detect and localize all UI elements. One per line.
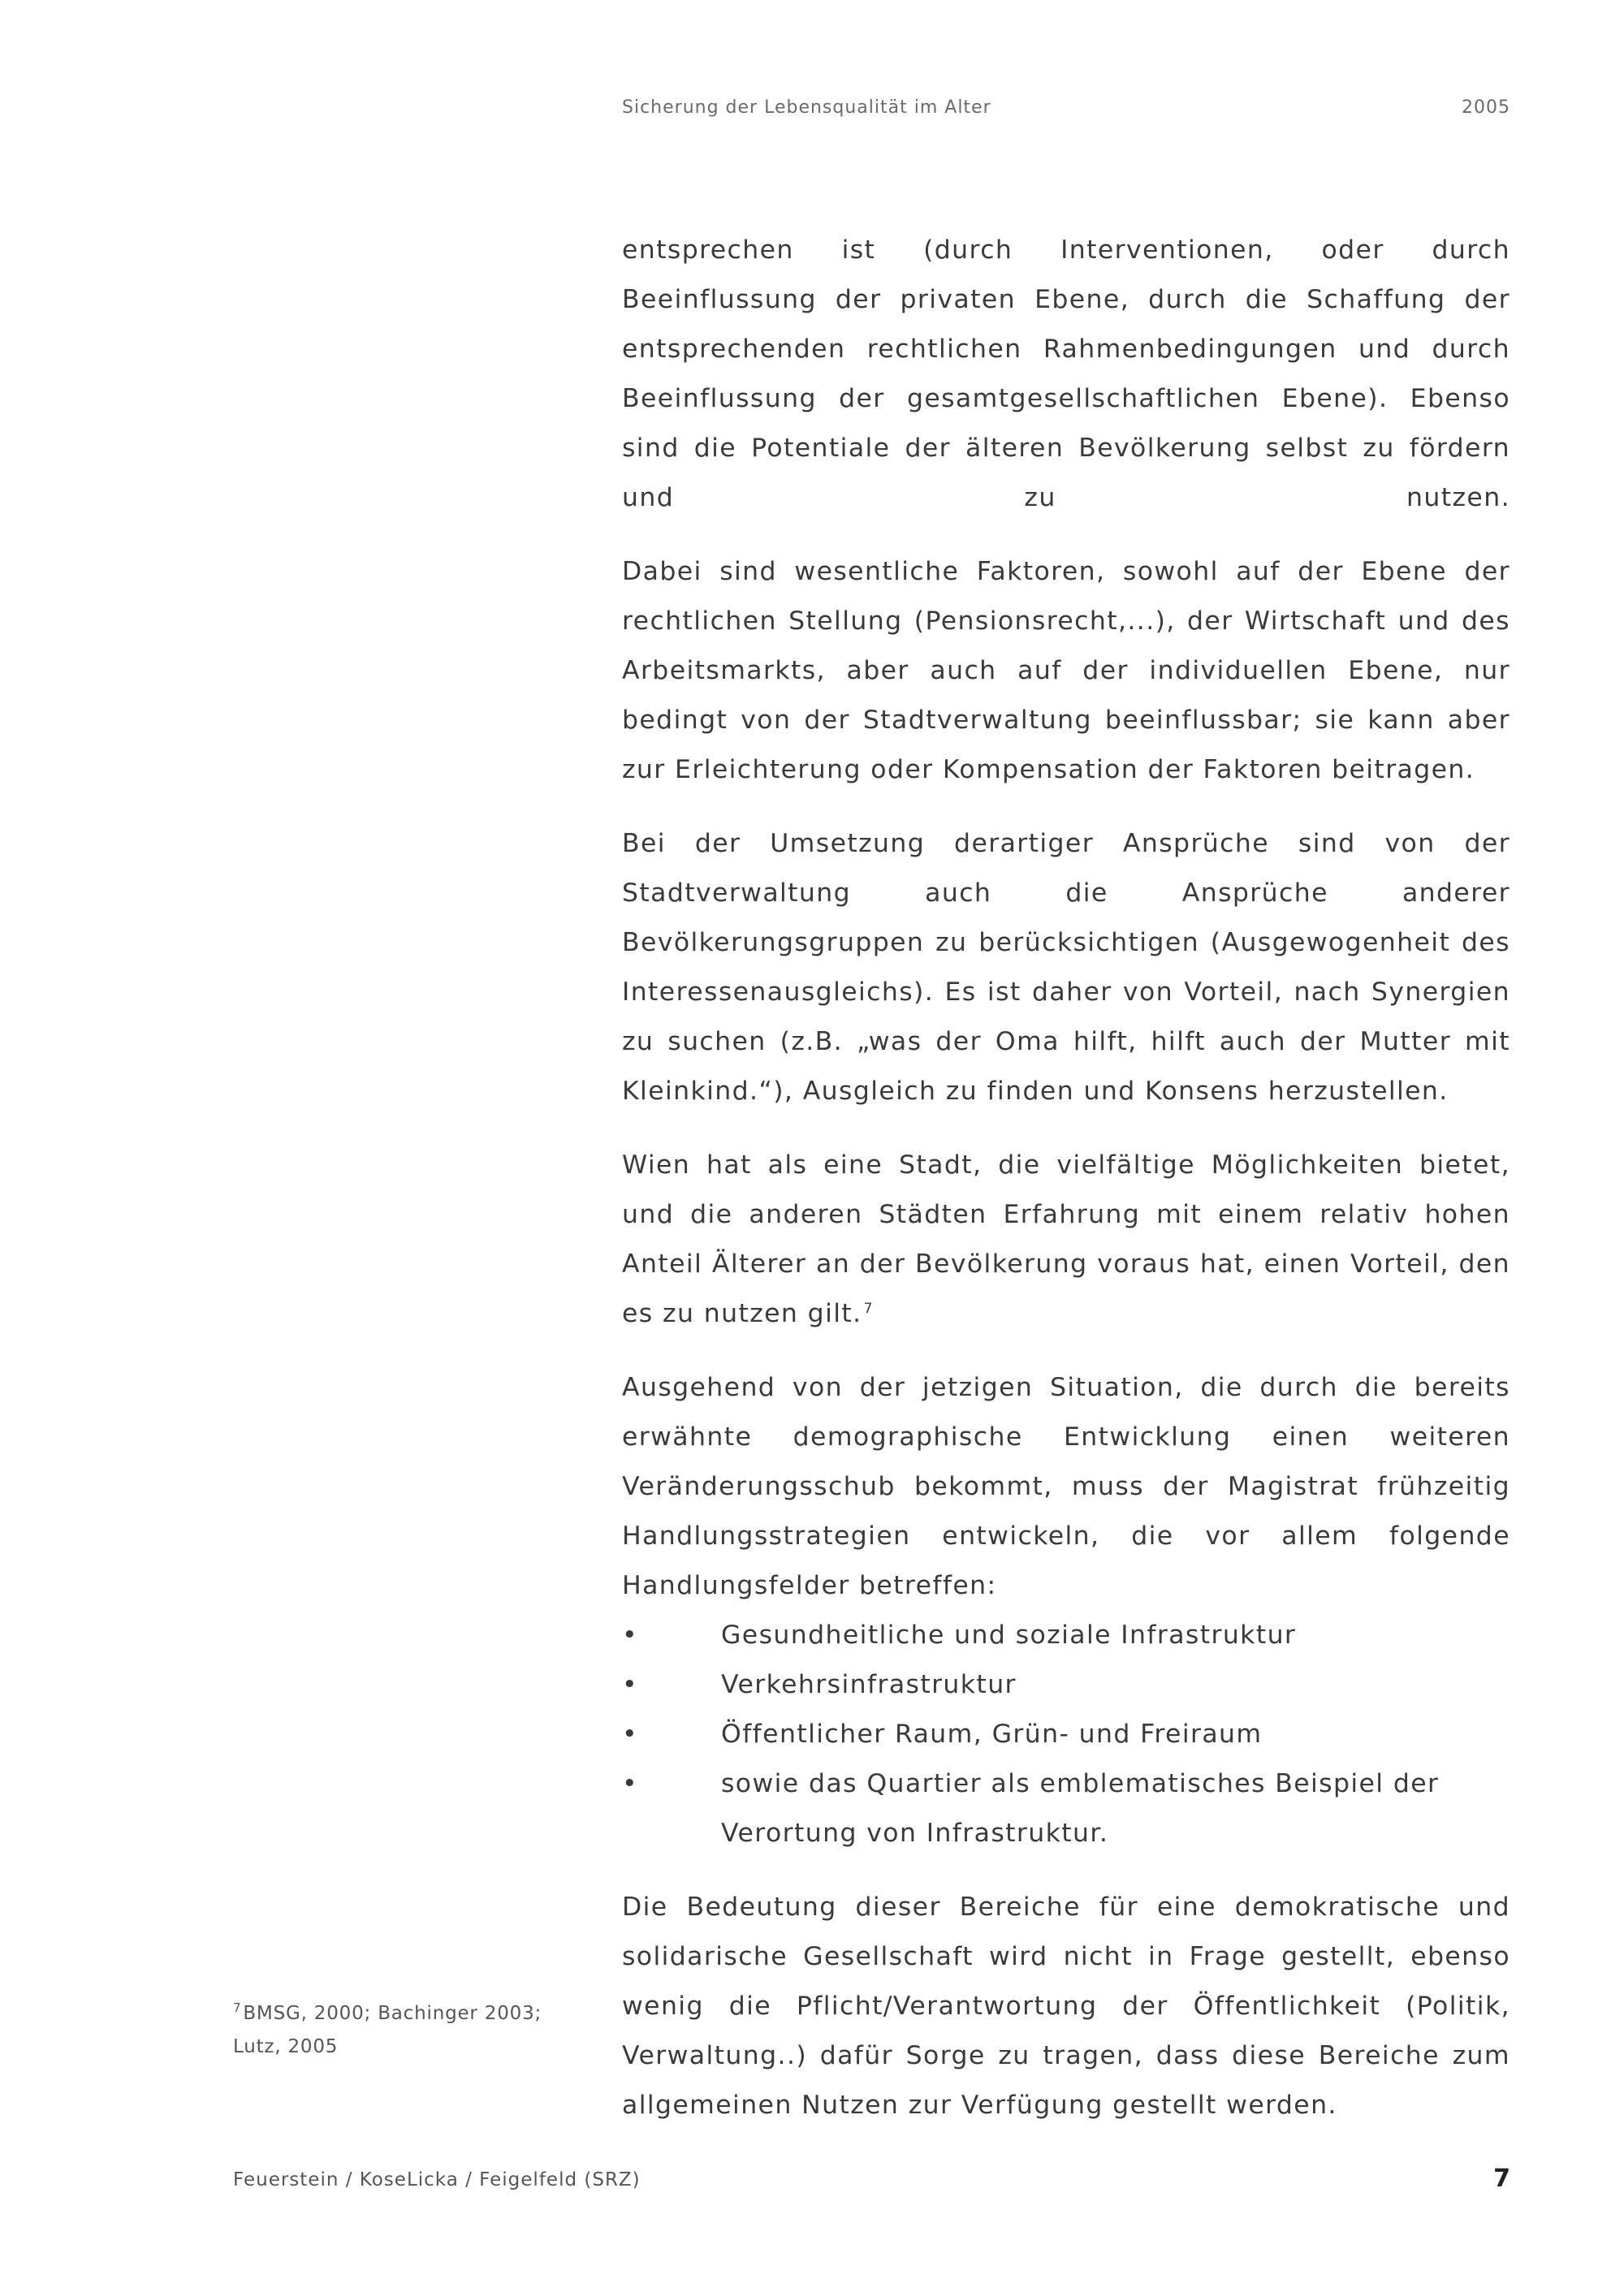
paragraph-4-text: Wien hat als eine Stadt, die vielfältige Möglichkeiten bietet, und die anderen Städten Erfahrung mit einem relativ hohen Anteil Älterer an der Bevölkerung voraus hat, einen Vorteil, den es zu nutzen gilt.	[622, 1150, 1510, 1328]
list-item-text: Gesundheitliche und soziale Infrastruktur	[721, 1621, 1297, 1650]
paragraph-3: Bei der Umsetzung derartiger Ansprüche sind von der Stadtverwaltung auch die Ansprüche anderer Bevölkerungsgruppen zu berücksichtigen (Ausgewogenheit des Interessenausgleichs). Es ist daher von Vorteil, nach Synergien zu suchen (z.B. „was der Oma hilft, hilft auch der Mutter mit Kleinkind.“), Ausgleich zu finden und Konsens herzustellen.	[622, 829, 1510, 1106]
list-item-text: Verkehrsinfrastruktur	[721, 1670, 1017, 1699]
bullet-icon: •	[622, 1769, 638, 1798]
paragraph-2: Dabei sind wesentliche Faktoren, sowohl auf der Ebene der rechtlichen Stellung (Pensionsrecht,...), der Wirtschaft und des Arbeitsmarkts, aber auch auf der individuellen Ebene, nur bedingt von der Stadtverwaltung beeinflussbar; sie kann aber zur Erleichterung oder Kompensation der Faktoren beitragen.	[622, 557, 1510, 784]
footer-authors: Feuerstein / KoseLicka / Feigelfeld (SRZ)	[233, 2169, 641, 2190]
list-item	[622, 1611, 1510, 1660]
main-text-column	[622, 226, 1510, 2130]
footnote-number: 7	[233, 2000, 242, 2016]
footnote-reference: 7	[863, 1300, 873, 1317]
list-item-text: sowie das Quartier als emblematisches Beispiel der Verortung von Infrastruktur.	[721, 1769, 1440, 1848]
bullet-icon: •	[622, 1670, 638, 1699]
bullet-icon: •	[622, 1621, 638, 1650]
list-item	[622, 1660, 1510, 1710]
page-number: 7	[1493, 2164, 1510, 2193]
list-item-text: Öffentlicher Raum, Grün- und Freiraum	[721, 1720, 1263, 1749]
footnote	[233, 1997, 590, 2064]
paragraph-5: Ausgehend von der jetzigen Situation, die durch die bereits erwähnte demographische Entwicklung einen weiteren Veränderungsschub bekommt, muss der Magistrat frühzeitig Handlungsstrategien entwickeln, die vor allem folgende Handlungsfelder betreffen:	[622, 1373, 1510, 1600]
list-item	[622, 1710, 1510, 1759]
paragraph-6: Die Bedeutung dieser Bereiche für eine demokratische und solidarische Gesellschaft wird nicht in Frage gestellt, ebenso wenig die Pflicht/Verantwortung der Öffentlichkeit (Politik, Verwaltung..) dafür Sorge zu tragen, dass diese Bereiche zum allgemeinen Nutzen zur Verfügung gestellt werden.	[622, 1892, 1510, 2120]
paragraph-1: entsprechen ist (durch Interventionen, oder durch Beeinflussung der privaten Ebene, durch die Schaffung der entsprechenden rechtlichen Rahmenbedingungen und durch Beeinflussung der gesamtgesellschaftlichen Ebene). Ebenso sind die Potentiale der älteren Bevölkerung selbst zu fördern und zu nutzen.	[622, 235, 1510, 512]
bullet-icon: •	[622, 1720, 638, 1749]
header-title: Sicherung der Lebensqualität im Alter	[622, 97, 991, 118]
header-year: 2005	[1462, 97, 1510, 118]
paragraph-4	[622, 1141, 1510, 1339]
bullet-list	[622, 1611, 1510, 1858]
footnote-text: BMSG, 2000; Bachinger 2003; Lutz, 2005	[233, 2003, 542, 2057]
list-item	[622, 1759, 1510, 1858]
